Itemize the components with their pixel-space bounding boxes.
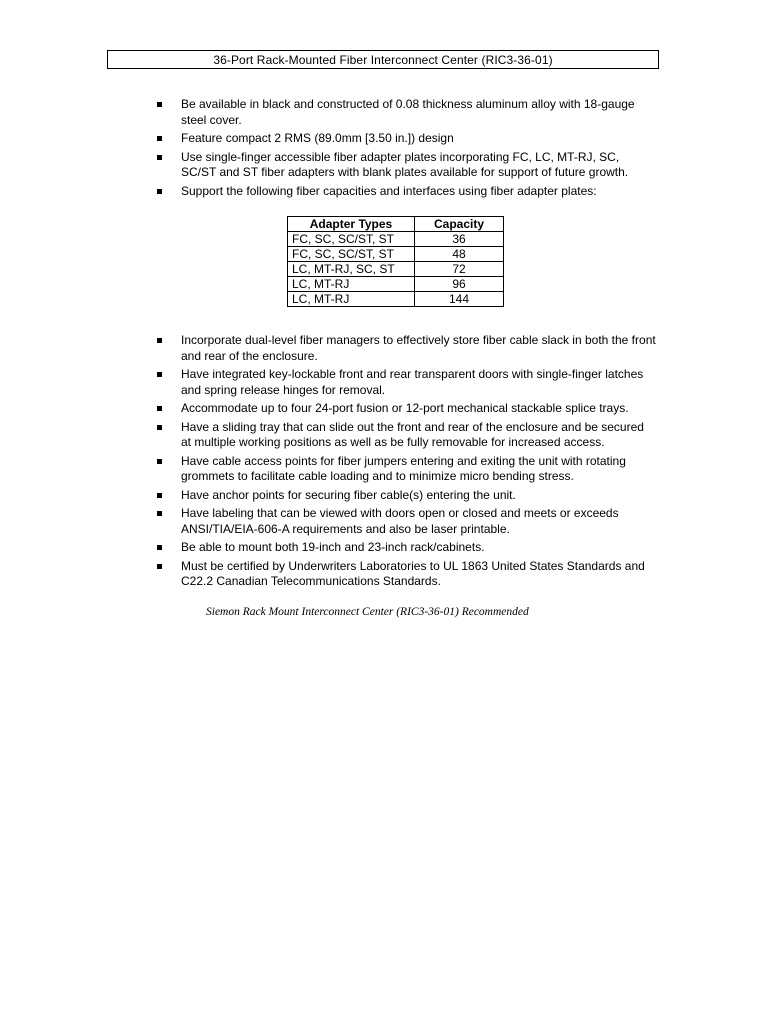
table-row [288,247,504,262]
bullet-square-icon [157,136,162,141]
bullet-square-icon [157,338,162,343]
spec-list-top [157,97,657,202]
list-item-text: Must be certified by Underwriters Laboratories to UL 1863 United States Standards and C22.2 Canadian Telecommunications Standards. [181,558,645,588]
capacity-cell: 96 [415,277,504,292]
bullet-square-icon [157,372,162,377]
list-item [157,559,657,590]
adapter-types-cell: LC, MT-RJ [288,292,415,307]
table-row [288,277,504,292]
list-item-text: Have cable access points for fiber jumpers entering and exiting the unit with rotating grommets to facilitate cable loading and to minimize micro bending stress. [181,453,626,483]
bullet-square-icon [157,493,162,498]
list-item [157,420,657,451]
list-item [157,367,657,398]
list-item-text: Be able to mount both 19-inch and 23-inch rack/cabinets. [181,540,485,554]
list-item-text: Be available in black and constructed of 0.08 thickness aluminum alloy with 18-gauge steel cover. [181,97,635,127]
list-item-text: Support the following fiber capacities and interfaces using fiber adapter plates: [181,183,597,198]
column-header-adapter-types: Adapter Types [288,217,415,232]
list-item [157,401,657,417]
list-item-text: Use single-finger accessible fiber adapter plates incorporating FC, LC, MT-RJ, SC, SC/ST and ST fiber adapters with blank plates available for support of future growth. [181,149,629,179]
list-item-text: Have anchor points for securing fiber cable(s) entering the unit. [181,487,516,502]
adapter-types-cell: FC, SC, SC/ST, ST [288,232,415,247]
capacity-table [287,216,504,307]
document-title: 36-Port Rack-Mounted Fiber Interconnect Center (RIC3-36-01) [107,50,659,69]
capacity-cell: 72 [415,262,504,277]
list-item [157,488,657,504]
list-item-text: Have a sliding tray that can slide out the front and rear of the enclosure and be secured at multiple working positions as well as be fully removable for increased access. [181,419,644,449]
list-item [157,454,657,485]
list-item-text: Have integrated key-lockable front and rear transparent doors with single-finger latches and spring release hinges for removal. [181,367,644,397]
adapter-types-cell: LC, MT-RJ [288,277,415,292]
capacity-cell: 48 [415,247,504,262]
column-header-capacity: Capacity [415,217,504,232]
recommendation-caption: Siemon Rack Mount Interconnect Center (RIC3-36-01) Recommended [206,606,529,618]
list-item [157,506,657,537]
list-item-text: Incorporate dual-level fiber managers to effectively store fiber cable slack in both the front and rear of the enclosure. [181,333,656,363]
bullet-square-icon [157,459,162,464]
list-item [157,184,657,200]
adapter-types-cell: LC, MT-RJ, SC, ST [288,262,415,277]
list-item [157,333,657,364]
bullet-square-icon [157,511,162,516]
spec-list-bottom [157,333,657,593]
list-item-text: Feature compact 2 RMS (89.0mm [3.50 in.]) design [181,131,454,145]
capacity-cell: 36 [415,232,504,247]
list-item [157,540,657,556]
bullet-square-icon [157,189,162,194]
list-item-text: Have labeling that can be viewed with doors open or closed and meets or exceeds ANSI/TIA/EIA-606-A requirements and also be laser printable. [181,506,619,536]
table-header-row [288,217,504,232]
list-item [157,150,657,181]
list-item [157,97,657,128]
bullet-square-icon [157,406,162,411]
table-row [288,232,504,247]
adapter-types-cell: FC, SC, SC/ST, ST [288,247,415,262]
table-row [288,262,504,277]
bullet-square-icon [157,545,162,550]
bullet-square-icon [157,102,162,107]
list-item [157,131,657,147]
bullet-square-icon [157,425,162,430]
bullet-square-icon [157,564,162,569]
list-item-text: Accommodate up to four 24-port fusion or 12-port mechanical stackable splice trays. [181,401,629,415]
table-row [288,292,504,307]
capacity-cell: 144 [415,292,504,307]
bullet-square-icon [157,155,162,160]
